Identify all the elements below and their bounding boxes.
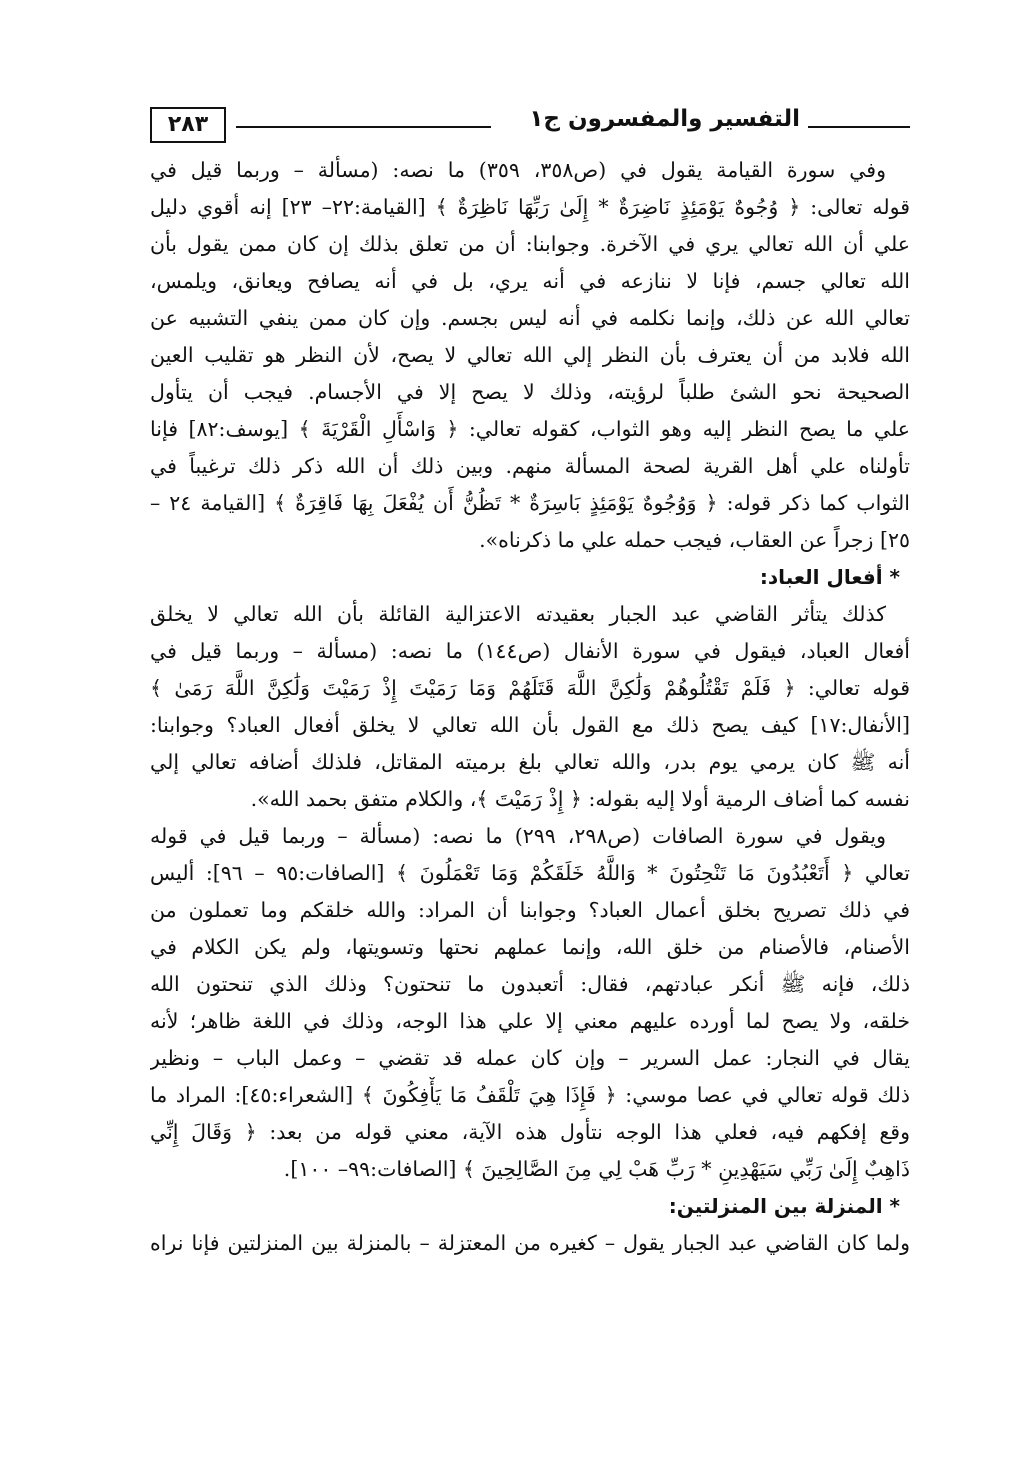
- header-rule-right: [808, 126, 910, 128]
- text-line: في ذلك تصريح بخلق أعمال العباد؟ وجوابنا أن المراد: والله خلقكم وما تعملون من: [150, 898, 910, 922]
- text-line: تعالي الله عن ذلك، وإنما نكلمه في أنه ليس بجسم. وإن كان ممن ينفي التشبيه عن: [150, 306, 910, 330]
- running-title: التفسير والمفسرون ج١: [529, 106, 800, 132]
- text-line: أفعال العباد، فيقول في سورة الأنفال (ص١٤٤) ما نصه: (مسألة – وربما قيل في: [150, 639, 910, 663]
- text-line: وفي سورة القيامة يقول في (ص٣٥٨، ٣٥٩) ما نصه: (مسألة – وربما قيل في: [150, 158, 886, 182]
- text-line: ٢٥] زجراً عن العقاب، فيجب حمله علي ما ذكرناه».: [479, 528, 910, 552]
- text-line: الله تعالي جسم، فإنا لا ننازعه في أنه يري، بل في أنه يصافح ويعانق، ويلمس،: [150, 269, 910, 293]
- header-rule-left: [236, 126, 491, 128]
- body-text: [150, 152, 910, 1262]
- text-line: الأصنام، فالأصنام من خلق الله، وإنما عملهم نحتها وتسويتها، ولم يكن الكلام في: [150, 935, 910, 959]
- text-line: الثواب كما ذكر قوله: ﴿ وَوُجُوهٌ يَوْمَئِذٍ بَاسِرَةٌ * تَظُنُّ أَن يُفْعَلَ بِهَا فَاقِرَةٌ ﴾ [القيامة ٢٤ –: [150, 491, 910, 515]
- text-line: يقال في النجار: عمل السرير – وإن كان عمله قد تقضي – وعمل الباب – ونظير: [150, 1046, 910, 1070]
- page-number-box: ٢٨٣: [150, 107, 226, 143]
- text-line: قوله تعالي: ﴿ فَلَمْ تَقْتُلُوهُمْ وَلَٰكِنَّ اللَّهَ قَتَلَهُمْ وَمَا رَمَيْتَ إِذْ رَمَيْتَ وَلَٰكِنَّ اللَّهَ رَمَىٰ ﴾: [150, 676, 910, 700]
- section-heading-human-acts: * أفعال العباد:: [759, 565, 900, 589]
- text-line: علي أن الله تعالي يري في الآخرة. وجوابنا: أن من تعلق بذلك إن كان ممن يقول بأن: [150, 232, 910, 256]
- text-line: الصحيحة نحو الشئ طلباً لرؤيته، وذلك لا يصح إلا في الأجسام. فيجب أن يتأول: [150, 380, 910, 404]
- text-line: ذلك، فإنه ﷺ أنكر عبادتهم، فقال: أتعبدون ما تنحتون؟ وذلك الذي تنحتون الله: [150, 972, 910, 996]
- text-line: تأولناه علي أهل القرية لصحة المسألة منهم. وبين ذلك أن الله ذكر ذلك ترغيباً في: [150, 454, 910, 478]
- text-line: [الأنفال:١٧] كيف يصح ذلك مع القول بأن الله تعالي لا يخلق أفعال العباد؟ وجوابنا:: [150, 713, 910, 737]
- book-page: [150, 100, 910, 1340]
- text-line: ذَاهِبٌ إِلَىٰ رَبِّي سَيَهْدِينِ * رَبِّ هَبْ لِي مِنَ الصَّالِحِينَ ﴾ [الصافات:٩٩– ١٠٠].: [283, 1157, 910, 1181]
- text-line: أنه ﷺ كان يرمي يوم بدر، والله تعالي بلغ برميته المقاتل، فلذلك أضافه تعالي إلي: [150, 750, 910, 774]
- text-line: ويقول في سورة الصافات (ص٢٩٨، ٢٩٩) ما نصه: (مسألة – وربما قيل في قوله: [150, 824, 886, 848]
- text-line: ذلك قوله تعالي في عصا موسي: ﴿ فَإِذَا هِيَ تَلْقَفُ مَا يَأْفِكُونَ ﴾ [الشعراء:٤٥]: المراد ما: [150, 1083, 910, 1107]
- text-line: قوله تعالى: ﴿ وُجُوهٌ يَوْمَئِذٍ نَاضِرَةٌ * إِلَىٰ رَبِّهَا نَاظِرَةٌ ﴾ [القيامة:٢٢– ٢٣] إنه أقوي دليل: [150, 195, 910, 219]
- text-line: تعالي ﴿ أَتَعْبُدُونَ مَا تَنْحِتُونَ * وَاللَّهُ خَلَقَكُمْ وَمَا تَعْمَلُونَ ﴾ [الصافات:٩٥ – ٩٦]: أليس: [150, 861, 910, 885]
- section-heading-intermediate-position: * المنزلة بين المنزلتين:: [668, 1194, 900, 1218]
- text-line: علي ما يصح النظر إليه وهو الثواب، كقوله تعالي: ﴿ وَاسْأَلِ الْقَرْيَةَ ﴾ [يوسف:٨٢] فإنا: [150, 417, 910, 441]
- text-line: وقع إفكهم فيه، فعلي هذا الوجه نتأول هذه الآية، معني قوله من بعد: ﴿ وَقَالَ إِنِّي: [150, 1120, 910, 1144]
- text-line: ولما كان القاضي عبد الجبار يقول – كغيره من المعتزلة – بالمنزلة بين المنزلتين فإنا نراه: [150, 1231, 910, 1255]
- text-line: كذلك يتأثر القاضي عبد الجبار بعقيدته الاعتزالية القائلة بأن الله تعالي لا يخلق: [150, 602, 886, 626]
- running-head: [150, 100, 910, 150]
- text-line: نفسه كما أضاف الرمية أولا إليه بقوله: ﴿ إِذْ رَمَيْتَ ﴾، والكلام متفق بحمد الله».: [250, 787, 910, 811]
- text-line: خلقه، ولا يصح لما أورده عليهم معني إلا علي هذا الوجه، وذلك في اللغة ظاهر؛ لأنه: [150, 1009, 910, 1033]
- text-line: الله فلابد من أن يعترف بأن النظر إلي الله تعالي لا يصح، لأن النظر هو تقليب العين: [150, 343, 910, 367]
